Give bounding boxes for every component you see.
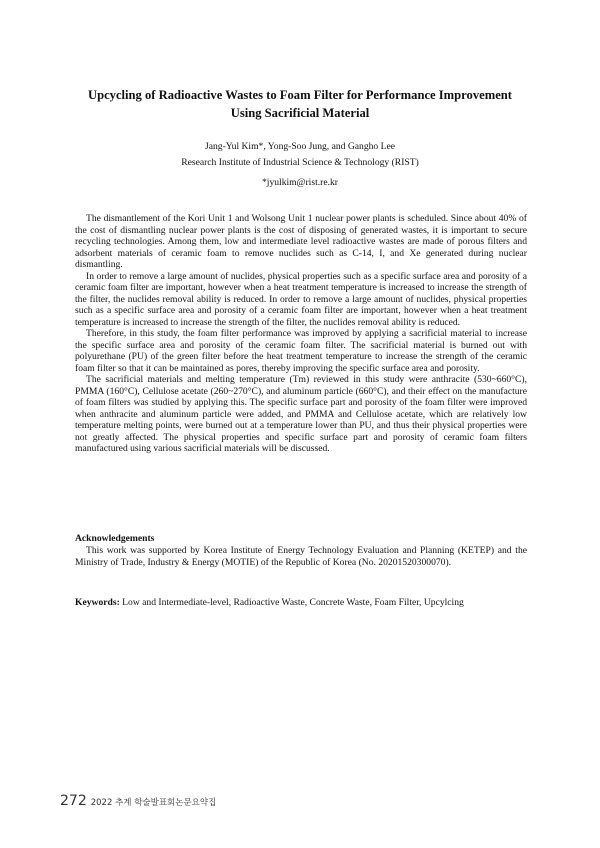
keywords-text: Low and Intermediate-level, Radioactive Waste, Concrete Waste, Foam Filter, Upcylcing bbox=[119, 597, 464, 608]
authors: Jang-Yul Kim*, Yong-Soo Jung, and Gangho Lee bbox=[205, 141, 395, 152]
abstract-paragraph-2: In order to remove a large amount of nuclides, physical properties such as a specific surface area and porosity of a ceramic foam filter are important, however when a heat treatment temperature is increased to increase the strength of the filter, the nuclides removal ability is reduced. In order to remove a large amount of nuclides, physical properties such as a specific surface area and porosity of a ceramic foam filter are important, however when a heat treatment temperature is increased to increase the strength of the filter, the nuclides removal ability is reduced. bbox=[75, 270, 527, 328]
abstract-paragraph-3: Therefore, in this study, the foam filter performance was improved by applying a sacrificial material to increase the specific surface area and porosity of the ceramic foam filter. The sacrificial material is burned out with polyurethane (PU) of the green filter before the heat treatment temperature to increase the strength of the ceramic foam filter so that it can be maintained as pores, thereby improving the specific surface area and porosity. bbox=[75, 328, 527, 374]
author-email: *jyulkim@rist.re.kr bbox=[262, 177, 338, 188]
paper-title-line-1: Upcycling of Radioactive Wastes to Foam Filter for Performance Improvement bbox=[87, 88, 512, 102]
abstract-paragraph-1: The dismantlement of the Kori Unit 1 and Wolsong Unit 1 nuclear power plants is scheduled. Since about 40% of the cost of dismantling nuclear power plants is the cost of disposing of generated wastes, it is important to secure recycling technologies. Among them, low and intermediate level radioactive wastes are made of porous filters and adsorbent materials of ceramic foam to remove nuclides such as C-14, I, and Xe generated during nuclear dismantling. bbox=[75, 213, 527, 270]
abstract-body bbox=[75, 213, 527, 455]
affiliation: Research Institute of Industrial Science & Technology (RIST) bbox=[181, 157, 419, 168]
paper-title bbox=[60, 86, 540, 122]
page-footer bbox=[60, 790, 216, 809]
keywords bbox=[75, 597, 535, 609]
acknowledgements-text: This work was supported by Korea Institute of Energy Technology Evaluation and Planning (KETEP) and the Ministry of Trade, Industry & Energy (MOTIE) of the Republic of Korea (No. 20201520300070). bbox=[75, 545, 527, 568]
acknowledgements-heading: Acknowledgements bbox=[75, 533, 155, 544]
abstract-paragraph-4: The sacrificial materials and melting temperature (Tm) reviewed in this study were anthracite (530~660°C), PMMA (160°C), Cellulose acetate (260~270°C), and aluminum particle (660°C), and their effect on the manufacture of foam filters was studied by applying this. The specific surface part and porosity of the foam filter were improved when anthracite and aluminum particle were added, and PMMA and Cellulose acetate, which are relatively low temperature melting points, were burned out at a temperature lower than PU, and thus their physical properties were not greatly affected. The physical properties and specific surface part and porosity of ceramic foam filters manufactured using various sacrificial materials will be discussed. bbox=[75, 374, 527, 454]
keywords-label: Keywords: bbox=[75, 597, 120, 608]
page-number: 272 bbox=[60, 793, 87, 809]
proceedings-label: 2022 추계 학술발표회논문요약집 bbox=[90, 798, 217, 808]
paper-title-line-2: Using Sacrificial Material bbox=[230, 106, 370, 120]
